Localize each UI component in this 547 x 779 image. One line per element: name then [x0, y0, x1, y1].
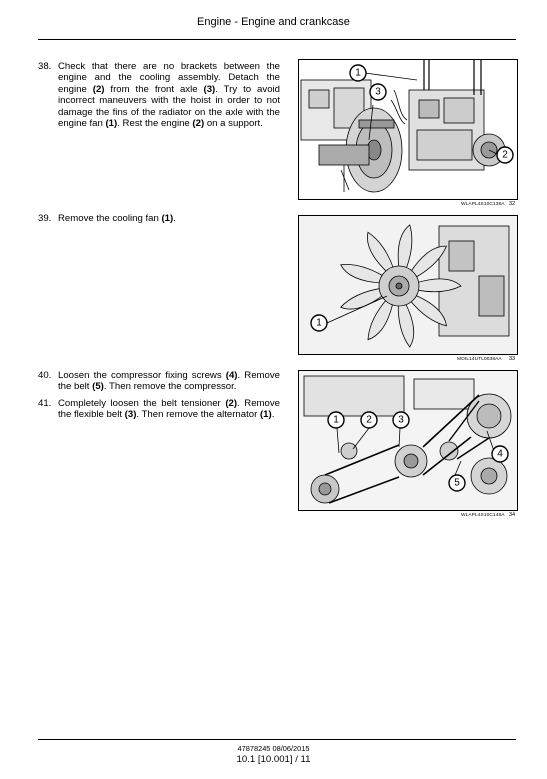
reference-number: (1) — [259, 409, 272, 421]
callout-5 — [449, 475, 465, 491]
step-41 — [38, 398, 280, 421]
page-header-title: Engine - Engine and crankcase — [197, 16, 350, 28]
text-segment: . — [173, 213, 176, 224]
step-number: 38. — [38, 61, 52, 72]
text-segment: . Remove the flexible belt — [58, 398, 280, 421]
header-rule — [38, 39, 516, 40]
reference-number: (3) — [203, 83, 216, 95]
text-segment: . Then remove the compressor. — [103, 381, 237, 393]
text-segment: . Try to avoid incorrect maneuvers with the hoist in order to not damage the fins of the radiator on the axle with the engine fan — [58, 83, 280, 130]
reference-number: (2) — [192, 118, 205, 130]
text-segment: Completely loosen the belt tensioner — [58, 398, 226, 409]
reference-number: (4) — [225, 370, 238, 381]
svg-text:4: 4 — [497, 448, 503, 460]
footer-rule — [38, 739, 516, 740]
callout-3 — [393, 412, 409, 428]
text-segment: Check that there are no brackets between the engine and the cooling assembly. Detach the engine — [58, 61, 280, 95]
text-segment: Loosen the compressor fixing screws — [58, 370, 226, 381]
figure-number: 33 — [509, 356, 516, 362]
step-text — [58, 370, 280, 393]
step-38 — [38, 61, 280, 129]
text-segment: from the front axle — [104, 83, 204, 95]
callout-3 — [370, 84, 386, 100]
callout-1 — [311, 315, 327, 331]
text-segment: . Rest the engine — [117, 118, 193, 130]
svg-text:5: 5 — [454, 477, 460, 489]
figure-belt-compressor — [298, 370, 518, 511]
step-number: 41. — [38, 398, 52, 409]
svg-text:1: 1 — [333, 414, 339, 426]
figure-code: WLAPL4S10C138A — [461, 202, 505, 207]
reference-number: (1) — [105, 118, 118, 130]
callout-2 — [497, 147, 513, 163]
footer-page-reference: 10.1 [10.001] / 11 — [236, 754, 311, 765]
figure-number: 34 — [509, 512, 516, 518]
text-segment: . Then remove the alternator — [136, 409, 260, 421]
callout-1 — [328, 412, 344, 428]
svg-text:2: 2 — [366, 414, 372, 426]
figure-code: WLAPL4S10C148A — [461, 513, 505, 518]
reference-number: (2) — [92, 83, 105, 95]
step-text — [58, 61, 280, 129]
callout-1 — [350, 65, 366, 81]
reference-number: (1) — [161, 213, 174, 224]
text-segment: . Remove the belt — [58, 370, 281, 393]
step-text — [58, 213, 280, 224]
footer-document-reference: 47878245 08/06/2015 — [237, 744, 310, 753]
reference-number: (5) — [92, 381, 104, 393]
step-number: 40. — [38, 370, 52, 381]
callout-2 — [361, 412, 377, 428]
callout-4 — [492, 446, 508, 462]
step-40 — [38, 370, 280, 393]
step-text — [58, 398, 280, 421]
svg-text:3: 3 — [398, 414, 404, 426]
figure-code: MOIL14UTL0038AA — [457, 357, 502, 362]
step-number: 39. — [38, 213, 52, 224]
figure-engine-detach — [298, 59, 518, 200]
figure-cooling-fan — [298, 215, 518, 355]
figure-number: 32 — [509, 201, 516, 207]
reference-number: (3) — [124, 409, 137, 421]
reference-number: (2) — [225, 398, 238, 409]
svg-text:1: 1 — [355, 67, 361, 79]
svg-text:2: 2 — [502, 149, 508, 161]
text-segment: . — [271, 409, 275, 421]
text-segment: on a support. — [204, 118, 263, 130]
svg-text:1: 1 — [316, 317, 322, 329]
svg-text:3: 3 — [375, 86, 381, 98]
step-39 — [38, 213, 280, 224]
text-segment: Remove the cooling fan — [58, 213, 162, 224]
